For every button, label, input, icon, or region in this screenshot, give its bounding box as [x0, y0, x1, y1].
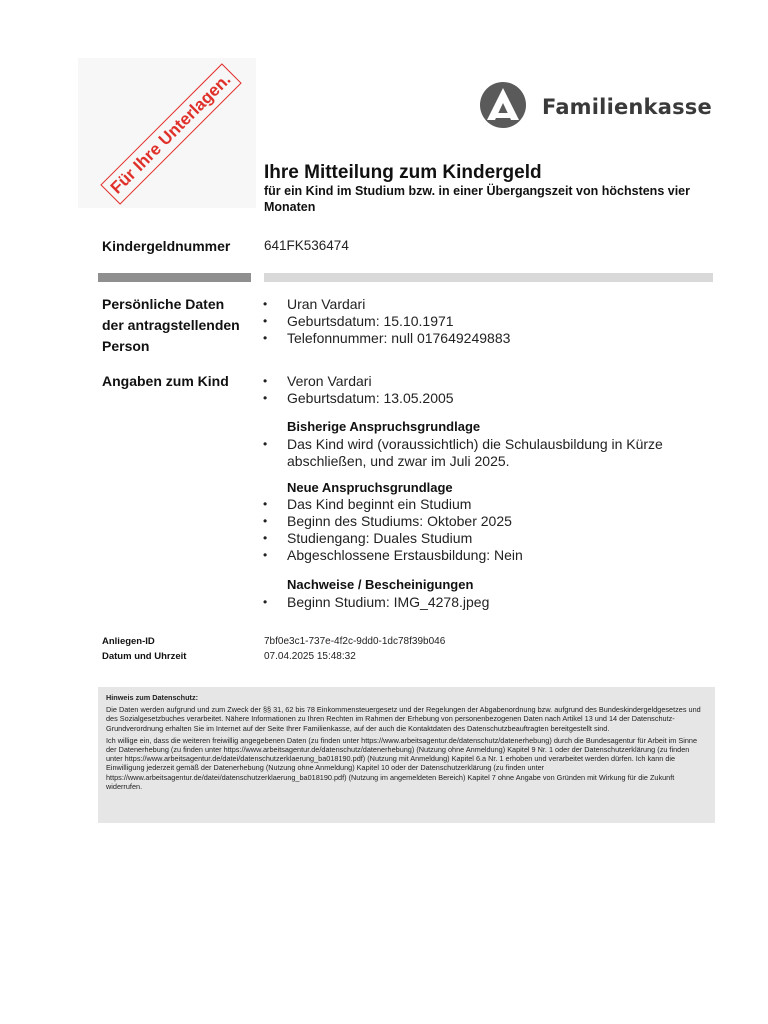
bisherige-item: • Das Kind wird (voraussichtlich) die Schulausbildung in Kürze abschließen, und zwar im Juli 2025.	[263, 436, 683, 470]
nachweise-heading: Nachweise / Bescheinigungen	[287, 577, 474, 592]
child-name: • Veron Vardari	[263, 373, 454, 390]
notice-paragraph: Die Daten werden aufgrund und zum Zweck der §§ 31, 62 bis 78 Einkommensteuergesetz und der Regelungen der Abgabenordnung bzw. aufgrund des Bundeskindergeldgesetzes und des Sozialgesetzbuches verarbeitet. Nähere Informationen zu Ihren Rechten im Rahmen der Erhebung von personenbezogenen Daten nach Artikel 13 und 14 der Datenschutz-Grundverordnung erhalten Sie im Internet auf der Seite Ihrer Familienkasse, auf der auch die Kontaktdaten des Datenschutzbeauftragten bereitgestellt sind.	[106, 705, 701, 733]
person-section-label	[102, 294, 240, 357]
child-birthdate: • Geburtsdatum: 13.05.2005	[263, 390, 454, 407]
notice-heading: Hinweis zum Datenschutz:	[106, 693, 199, 702]
neue-item: • Studiengang: Duales Studium	[263, 530, 523, 547]
notice-paragraph: Ich willige ein, dass die weiteren freiwillig angegebenen Daten (zu finden unter https://www.arbeitsagentur.de/datenschutz/datenerhebung) durch die Bundesagentur für Arbeit im Sinne der Datenerhebung (zu finden unter https://www.arbeitsagentur.de/datenschutz/datenerhebung) (Nutzung ohne Anmeldung) Kapitel 9 Nr. 1 oder der Datenschutzerklärung (zu finden unter https://www.arbeitsagentur.de/datei/datenschutzerklaerung_ba018190.pdf) (Nutzung mit Anmeldung) Kapitel 6.a Nr. 1 erhoben und verarbeitet werden dürfen. Ich kann die Einwilligung jederzeit gemäß der Datenerhebung (Nutzung ohne Anmeldung) Kapitel 10 oder der Datenschutzerklärung (zu finden unter https://www.arbeitsagentur.de/datei/datenschutzerklaerung_ba018190.pdf) (Nutzung im angemeldeten Bereich) Kapitel 7 ohne Angabe von Gründen mit Wirkung für die Zukunft widerrufen.	[106, 735, 698, 791]
datum-label: Datum und Uhrzeit	[102, 651, 187, 662]
child-section-label: Angaben zum Kind	[102, 373, 229, 389]
neue-list	[263, 496, 523, 564]
logo-text: Familienkasse	[542, 95, 712, 119]
kindergeldnummer-label: Kindergeldnummer	[102, 238, 231, 254]
datenschutz-notice	[98, 687, 715, 823]
divider-left	[98, 273, 251, 282]
fuer-ihre-unterlagen-stamp: Für Ihre Unterlagen.	[100, 63, 241, 204]
nachweise-list	[263, 594, 489, 611]
person-label-line: Persönliche Daten	[102, 296, 225, 312]
familienkasse-logo-icon	[480, 82, 526, 133]
neue-heading: Neue Anspruchsgrundlage	[287, 480, 453, 495]
person-label-line: Person	[102, 338, 150, 354]
page-title: Ihre Mitteilung zum Kindergeld	[264, 162, 542, 183]
person-name: • Uran Vardari	[263, 296, 510, 313]
child-list	[263, 373, 454, 407]
neue-item: • Beginn des Studiums: Oktober 2025	[263, 513, 523, 530]
bisherige-heading: Bisherige Anspruchsgrundlage	[287, 419, 481, 434]
neue-item: • Das Kind beginnt ein Studium	[263, 496, 523, 513]
neue-item: • Abgeschlossene Erstausbildung: Nein	[263, 547, 523, 564]
anliegen-id-label: Anliegen-ID	[102, 636, 155, 647]
person-phone: • Telefonnummer: null 017649249883	[263, 330, 510, 347]
person-list	[263, 296, 510, 347]
kindergeldnummer-value: 641FK536474	[264, 238, 349, 253]
datum-value: 07.04.2025 15:48:32	[264, 651, 356, 662]
person-birthdate: • Geburtsdatum: 15.10.1971	[263, 313, 510, 330]
page-subtitle: für ein Kind im Studium bzw. in einer Übergangszeit von höchstens vier Monaten	[264, 184, 690, 214]
nachweise-item: • Beginn Studium: IMG_4278.jpeg	[263, 594, 489, 611]
divider-right	[264, 273, 713, 282]
familienkasse-logo	[480, 84, 712, 130]
person-label-line: der antragstellenden	[102, 317, 240, 333]
bisherige-list	[263, 436, 683, 470]
anliegen-id-value: 7bf0e3c1-737e-4f2c-9dd0-1dc78f39b046	[264, 636, 446, 647]
